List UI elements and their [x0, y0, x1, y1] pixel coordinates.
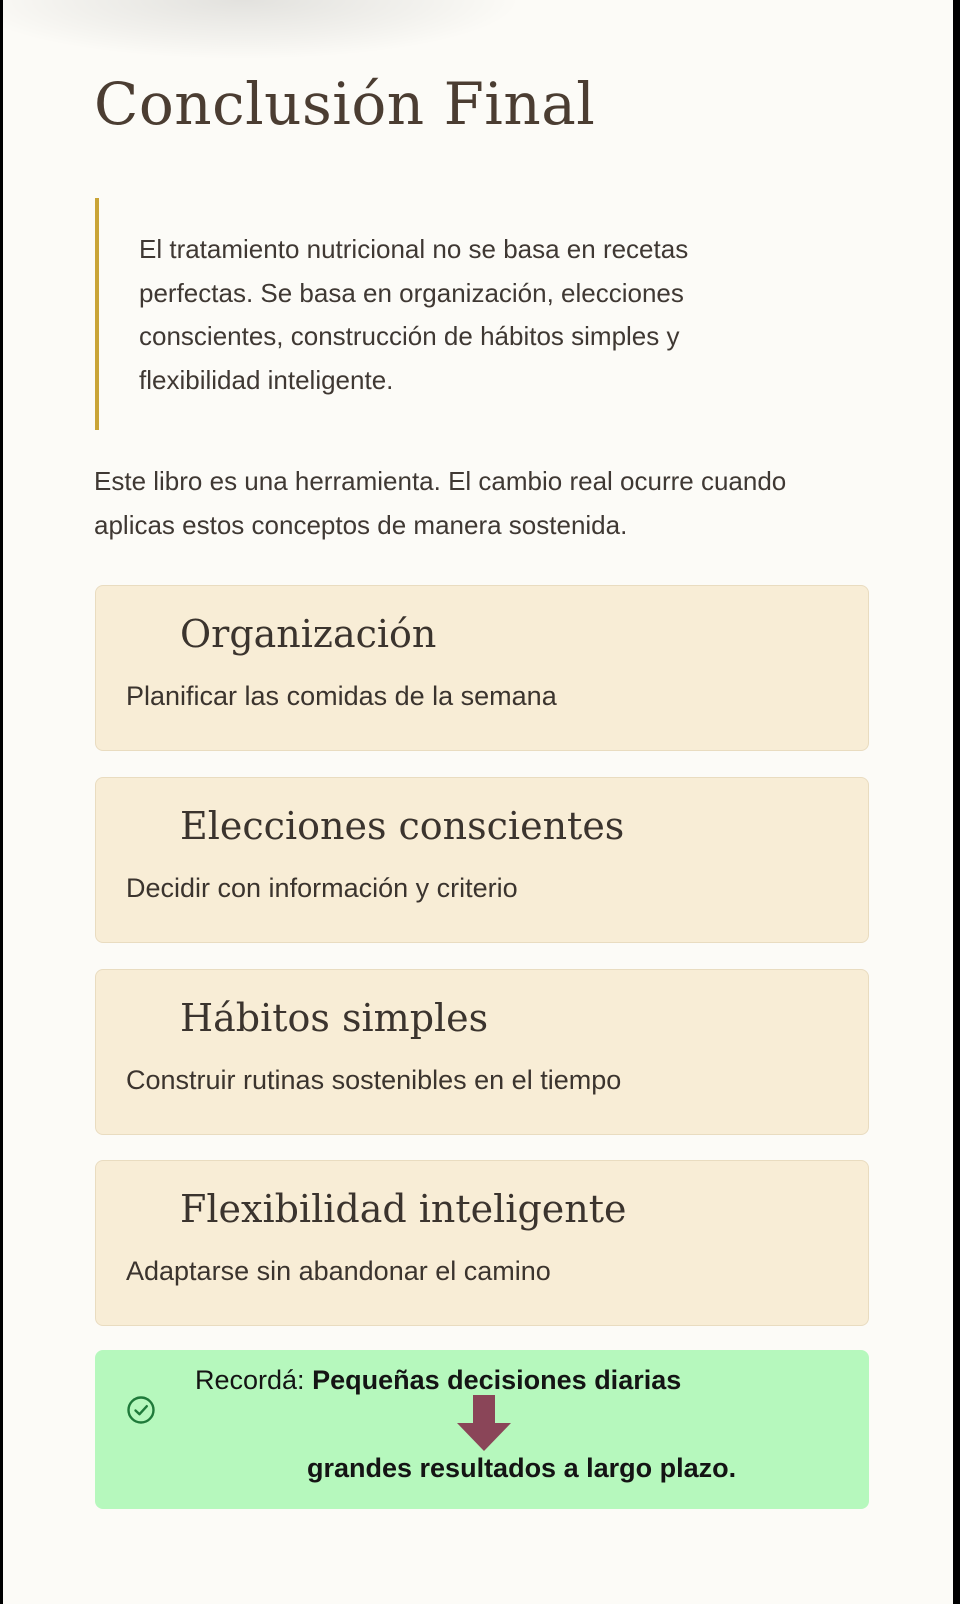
- card-description: Adaptarse sin abandonar el camino: [126, 1256, 551, 1286]
- card-title: Hábitos simples: [180, 996, 489, 1040]
- page-title: Conclusión Final: [94, 70, 596, 138]
- check-circle-icon: [126, 1395, 156, 1425]
- card-title: Flexibilidad inteligente: [180, 1187, 627, 1231]
- page: [3, 0, 953, 1604]
- conclusion-quote: El tratamiento nutricional no se basa en recetas perfectas. Se basa en organización, elecciones conscientes, construcción de hábitos simples y flexibilidad inteligente.: [95, 198, 795, 430]
- card-description: Planificar las comidas de la semana: [126, 681, 557, 711]
- card-flexibilidad-inteligente: [95, 1160, 869, 1326]
- reminder-text: [195, 1362, 681, 1398]
- card-organizacion: [95, 585, 869, 751]
- card-title: Organización: [180, 612, 437, 656]
- arrow-down-icon: [455, 1395, 513, 1453]
- reminder-box: [95, 1350, 869, 1509]
- reminder-label: Recordá:: [195, 1365, 305, 1395]
- card-habitos-simples: [95, 969, 869, 1135]
- top-shadow: [3, 0, 523, 60]
- reminder-highlight: Pequeñas decisiones diarias: [312, 1365, 682, 1395]
- card-elecciones-conscientes: [95, 777, 869, 943]
- intro-paragraph: Este libro es una herramienta. El cambio real ocurre cuando aplicas estos conceptos de manera sostenida.: [94, 466, 787, 540]
- card-description: Construir rutinas sostenibles en el tiempo: [126, 1065, 622, 1095]
- card-title: Elecciones conscientes: [180, 804, 625, 848]
- reminder-result: grandes resultados a largo plazo.: [307, 1453, 737, 1483]
- card-description: Decidir con información y criterio: [126, 873, 518, 903]
